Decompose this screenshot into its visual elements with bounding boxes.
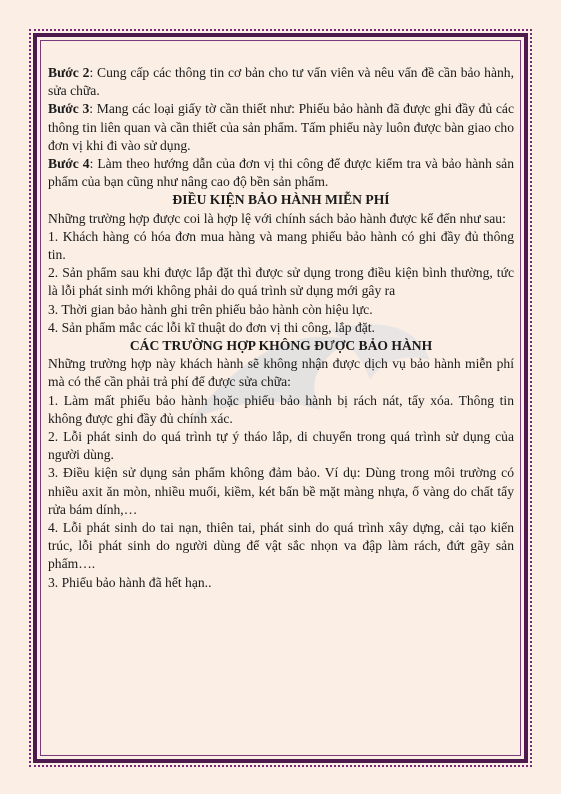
step-text: : Cung cấp các thông tin cơ bản cho tư vấn viên và nêu vấn đề cần bảo hành, sửa chữa.	[48, 65, 514, 99]
step-2	[48, 64, 514, 100]
step-text: : Làm theo hướng dẫn của đơn vị thi công để được kiểm tra và bảo hành sản phẩm của bạn cũng như nâng cao độ bền sản phẩm.	[48, 156, 515, 190]
list-item: 3. Phiếu bảo hành đã hết hạn..	[48, 574, 212, 590]
section-heading-free-warranty: ĐIỀU KIỆN BẢO HÀNH MIỄN PHÍ	[172, 192, 390, 208]
list-item: 4. Sản phẩm mắc các lỗi kĩ thuật do đơn vị thi công, lắp đặt.	[48, 319, 375, 335]
section-intro: Những trường hợp được coi là hợp lệ với chính sách bảo hành được kể đến như sau:	[48, 210, 506, 226]
step-label: Bước 3	[48, 101, 90, 117]
list-item: 3. Điều kiện sử dụng sản phẩm không đảm bảo. Ví dụ: Dùng trong môi trường có nhiều axit ăn mòn, nhiều muối, kiềm, két bẩn bề mặt màng nhựa, ố vàng do chất tẩy rửa bám dính,…	[48, 465, 514, 517]
step-label: Bước 4	[48, 156, 90, 172]
list-item: 1. Khách hàng có hóa đơn mua hàng và mang phiếu bảo hành có ghi đầy đủ thông tin.	[48, 228, 514, 263]
list-item: 2. Lỗi phát sinh do quá trình tự ý tháo lắp, di chuyển trong quá trình sử dụng của người dùng.	[48, 429, 514, 463]
list-item: 2. Sản phẩm sau khi được lắp đặt thì được sử dụng trong điều kiện bình thường, tức là lỗi phát sinh mới không phải do quá trình sử dụng mới gây ra	[48, 265, 514, 299]
document-body	[48, 64, 514, 592]
list-item: 1. Làm mất phiếu bảo hành hoặc phiếu bảo hành bị rách nát, tẩy xóa. Thông tin không được ghi đầy đủ chính xác.	[48, 392, 514, 426]
step-label: Bước 2	[48, 65, 90, 80]
section-heading-no-warranty: CÁC TRƯỜNG HỢP KHÔNG ĐƯỢC BẢO HÀNH	[129, 338, 433, 354]
list-item: 3. Thời gian bảo hành ghi trên phiếu bảo hành còn hiệu lực.	[48, 301, 373, 317]
list-item: 4. Lỗi phát sinh do tai nạn, thiên tai, phát sinh do quá trình xây dựng, cải tạo kiến trúc, lỗi phát sinh do người dùng để vật sắc nhọn va đập làm rách, đứt gãy sản phẩm….	[48, 520, 514, 572]
step-3	[48, 100, 514, 155]
step-text: : Mang các loại giấy tờ cần thiết như: Phiếu bảo hành đã được ghi đầy đủ các thông tin liên quan và cần thiết của sản phẩm. Tấm phiếu này luôn được bàn giao cho đơn vị khi đi vào sử dụng.	[48, 101, 515, 153]
step-4	[48, 155, 514, 191]
section-intro: Những trường hợp này khách hành sẽ không nhận được dịch vụ bảo hành miễn phí mà có thể cần phải trả phí để được sửa chữa:	[48, 356, 514, 390]
